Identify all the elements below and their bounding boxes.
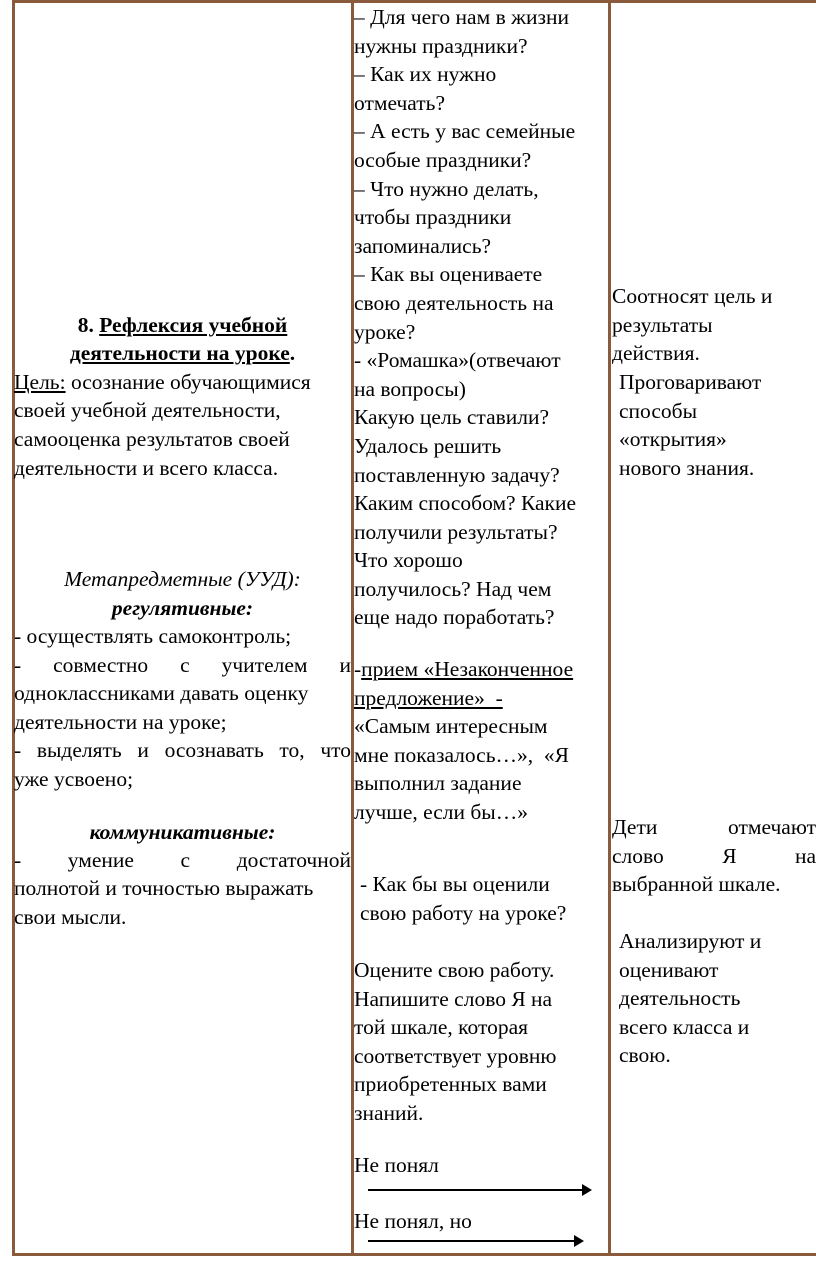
text-line: – Как вы оцениваете	[354, 262, 543, 287]
text-line: соответствует уровню	[354, 1043, 557, 1068]
text-line: Оцените свою работу.	[354, 958, 555, 982]
communicative-title: коммуникативные:	[89, 820, 276, 844]
students-correlate	[612, 282, 772, 368]
text-line: оценивают	[619, 957, 719, 982]
regulative-item-3a: - выделять и осознавать то, что	[14, 738, 351, 762]
stage-title-line-2: деятельности на уроке.	[69, 341, 296, 365]
text-line: чтобы праздники	[354, 205, 512, 230]
students-analyze	[619, 927, 761, 1070]
text-line: той шкале, которая	[354, 1015, 529, 1040]
text-line: знаний.	[354, 1100, 424, 1125]
text-line: Каким способом? Какие	[354, 491, 577, 516]
table-border-bottom	[12, 1253, 816, 1256]
text-line: мне показалось…», «Я	[354, 742, 569, 767]
stage-title-line-1: 8. Рефлексия учебной	[77, 313, 288, 337]
regulative-title: регулятивные:	[111, 596, 254, 620]
column-divider-2	[608, 0, 611, 1254]
text-line: еще надо поработать?	[354, 605, 555, 630]
text-line: уроке?	[354, 319, 416, 344]
text-line: получилось? Над чем	[354, 576, 552, 601]
text-line: Какую цель ставили?	[354, 405, 550, 430]
students-pronounce	[619, 368, 761, 482]
text-line: – Для чего нам в жизни	[354, 5, 569, 29]
students-mark-line-1: Дети отмечают	[612, 815, 816, 839]
text-line: «Самым интересным	[354, 714, 548, 738]
goal-line-1: Цель: осознание обучающимися	[14, 370, 311, 394]
text-line: Что хорошо	[354, 548, 463, 573]
goal-line-3: самооценка результатов своей	[14, 427, 290, 451]
regulative-item-2c: деятельности на уроке;	[14, 710, 227, 734]
text-line: деятельность	[619, 986, 741, 1011]
meta-title: Метапредметные (УУД):	[64, 567, 301, 591]
text-line: лучше, если бы…»	[354, 799, 529, 824]
text-line: - «Ромашка»(отвечают	[354, 348, 561, 373]
unfinished-phrases	[354, 712, 569, 826]
text-line: поставленную задачу?	[354, 462, 560, 487]
text-line: Проговаривают	[619, 370, 762, 394]
text-line: – Как их нужно	[354, 62, 497, 87]
stage-title: Рефлексия учебной	[99, 313, 288, 337]
text-line: на вопросы)	[354, 376, 466, 401]
question-list	[354, 3, 576, 632]
technique-line-2: предложение» -	[354, 686, 503, 710]
regulative-item-2b: одноклассниками давать оценку	[14, 681, 309, 705]
text-line: – Что нужно делать,	[354, 176, 539, 201]
communicative-item-1c: свои мысли.	[14, 905, 127, 929]
scale-label-2: Не понял, но	[354, 1209, 472, 1233]
text-line: запоминались?	[354, 233, 492, 258]
text-line: особые праздники?	[354, 147, 532, 172]
text-line: свою деятельность на	[354, 290, 554, 315]
text-line: нужны праздники?	[354, 33, 528, 58]
students-mark-line-2: слово Я на	[612, 844, 816, 868]
scale-label-1: Не понял	[354, 1153, 439, 1177]
self-assessment-question-2: свою работу на уроке?	[360, 901, 567, 925]
technique-line-1: -прием «Незаконченное	[354, 657, 574, 681]
text-line: способы	[619, 398, 698, 423]
text-line: действия.	[612, 341, 700, 366]
text-line: приобретенных вами	[354, 1072, 547, 1097]
text-line: всего класса и	[619, 1014, 750, 1039]
text-line: нового знания.	[619, 455, 755, 480]
regulative-item-3b: уже усвоено;	[14, 767, 134, 791]
text-line: Анализируют и	[619, 929, 762, 953]
text-line: выполнил задание	[354, 771, 522, 796]
text-line: «открытия»	[619, 427, 727, 452]
communicative-item-1a: - умение с достаточной	[14, 848, 351, 872]
scale-arrow-1	[368, 1189, 590, 1191]
self-assessment-question-1: - Как бы вы оценили	[360, 872, 550, 896]
goal-line-2: своей учебной деятельности,	[14, 398, 281, 422]
text-line: отмечать?	[354, 90, 446, 115]
communicative-item-1b: полнотой и точностью выражать	[14, 876, 314, 900]
text-line: – А есть у вас семейные	[354, 119, 576, 144]
text-line: Удалось решить	[354, 433, 502, 458]
text-line: получили результаты?	[354, 519, 558, 544]
regulative-item-2a: - совместно с учителем и	[14, 653, 351, 677]
text-line: Напишите слово Я на	[354, 986, 553, 1011]
goal-label: Цель:	[14, 370, 66, 394]
text-line: Соотносят цель и	[612, 284, 773, 308]
scale-arrow-2	[368, 1240, 582, 1242]
goal-line-4: деятельности и всего класса.	[14, 456, 279, 480]
text-line: свою.	[619, 1043, 671, 1068]
regulative-item-1: - осуществлять самоконтроль;	[14, 624, 292, 648]
students-mark-line-3: выбранной шкале.	[612, 872, 781, 896]
text-line: результаты	[612, 312, 713, 337]
rate-instruction	[354, 956, 557, 1128]
